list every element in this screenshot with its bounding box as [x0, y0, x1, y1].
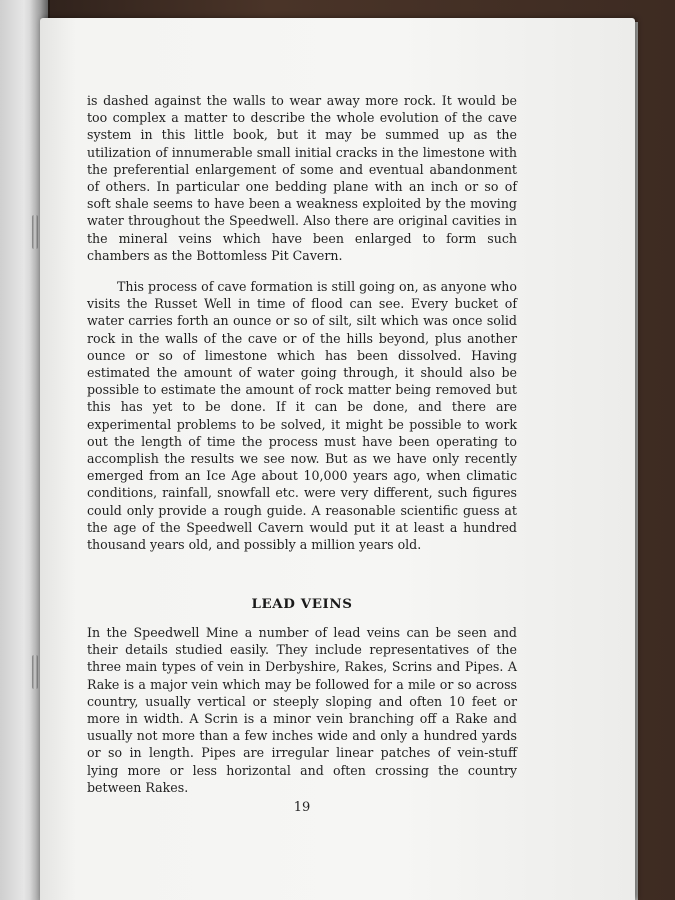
staple-bottom [32, 655, 38, 689]
staple-top [32, 215, 38, 249]
page-number: 19 [293, 800, 311, 815]
paragraph-cave-evolution: is dashed against the walls to wear away more rock. It would be too complex a matter to describe the whole evolution of the cave system in this little book, but it may be summed up as the utilization of innumerable small initial cracks in the limestone with the preferential enlargement of some and eventual abandonment of others. In particular one bedding plane with an inch or so of soft shale seems to have been a weakness exploited by the moving water throughout the Speedwell. Also there are original cavities in the mineral veins which have been enlarged to form such chambers as the Bottomless Pit Cavern. [87, 93, 517, 263]
section-heading: LEAD VEINS [251, 596, 353, 612]
paragraph-lead-veins: In the Speedwell Mine a number of lead veins can be seen and their details studied easily. They include representatives of the three main types of vein in Derbyshire, Rakes, Scrins and Pipes. A Rake is a major vein which may be followed for a mile or so across country, usually vertical or steeply sloping and often 10 feet or more in width. A Scrin is a minor vein branching off a Rake and usually not more than a few inches wide and only a hundred yards or so in length. Pipes are irregular linear patches of vein-stuff lying more or less horizontal and often crossing the country between Rakes. [87, 625, 517, 795]
paragraph-cave-formation: This process of cave formation is still going on, as anyone who visits the Russet Well in time of flood can see. Every bucket of water carries forth an ounce or so of silt, silt which was once solid rock in the walls of the cave or of the hills beyond, plus another ounce or so of limestone which has been dissolved. Having estimated the amount of water going through, it should also be possible to estimate the amount of rock matter being removed but this has yet to be done. If it can be done, and there are experimental problems to be solved, it might be possible to work out the length of time the process must have been operating to accomplish the results we see now. But as we have only recently emerged from an Ice Age about 10,000 years ago, when climatic conditions, rainfall, snowfall etc. were very different, such figures could only provide a rough guide. A reasonable scientific guess at the age of the Speedwell Cavern would put it at least a hundred thousand years old, and possibly a million years old. [87, 279, 517, 553]
